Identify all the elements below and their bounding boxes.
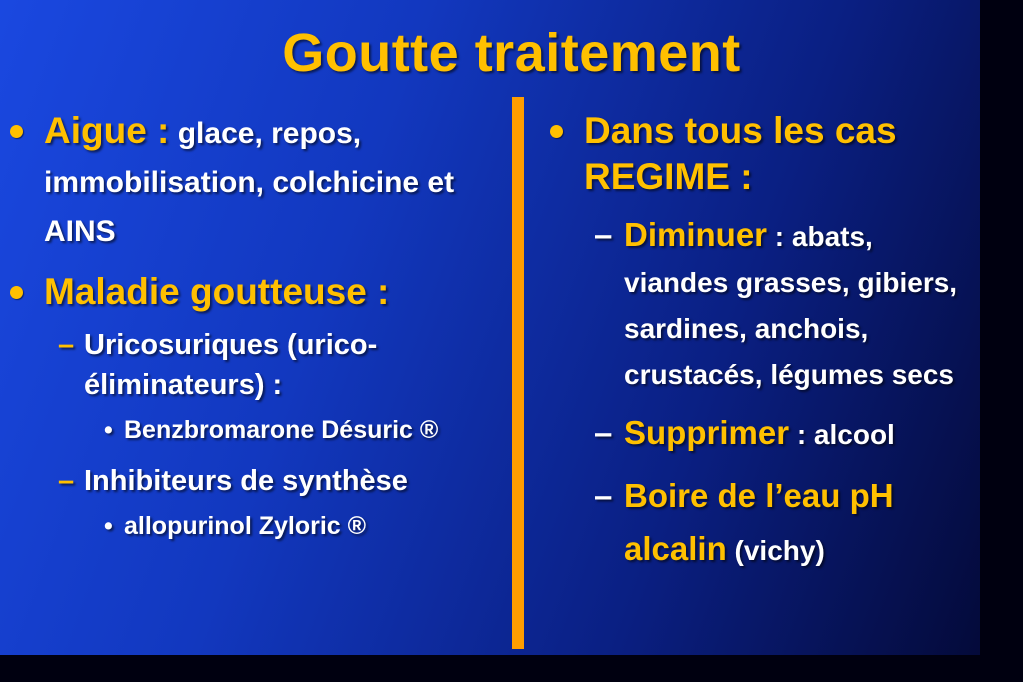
aigue-text: glace, repos, immobilisation, colchicine et AINS (44, 117, 455, 248)
supprimer-text: : alcool (789, 419, 895, 450)
bullet-dot-icon (10, 286, 23, 299)
sub-uricosuriques (8, 325, 508, 405)
sub-boire (548, 473, 978, 579)
dash-icon: – (58, 465, 75, 497)
maladie-label: Maladie goutteuse : (44, 271, 390, 312)
bullet-maladie (8, 269, 508, 315)
sub-diminuer (548, 214, 978, 400)
bullet-aigue (8, 108, 508, 255)
column-divider (512, 97, 524, 649)
right-column (548, 108, 978, 591)
dash-icon: – (58, 329, 75, 361)
boire-label: Boire de l’eau pH alcalin (624, 477, 894, 567)
bullet-dot-icon (10, 125, 23, 138)
inhibiteurs-text: Inhibiteurs de synthèse (84, 465, 408, 497)
supprimer-label: Supprimer (624, 414, 790, 451)
subsub-benzbromarone (8, 413, 508, 447)
uricosuriques-text: Uricosuriques (urico-éliminateurs) : (84, 329, 378, 401)
aigue-label: Aigue : (44, 110, 170, 151)
regime-heading: Dans tous les cas REGIME : (584, 110, 897, 197)
dash-icon: – (594, 477, 613, 514)
dash-icon: – (594, 216, 613, 253)
bullet-regime (548, 108, 978, 200)
subsub-allopurinol (8, 509, 508, 543)
diminuer-text: : abats, viandes grasses, gibiers, sardines, anchois, crustacés, légumes secs (624, 221, 958, 390)
left-column (8, 108, 508, 557)
slide-title: Goutte traitement (282, 23, 741, 83)
boire-text: (vichy) (726, 535, 825, 566)
allopurinol-text: allopurinol Zyloric ® (124, 512, 367, 540)
benzbromarone-text: Benzbromarone Désuric ® (124, 416, 439, 444)
sub-supprimer (548, 412, 978, 461)
sub-inhibiteurs (8, 461, 508, 501)
diminuer-label: Diminuer (624, 216, 768, 253)
dash-icon: – (594, 414, 613, 451)
bullet-small-icon: • (104, 416, 113, 444)
bullet-dot-icon (550, 125, 563, 138)
bullet-small-icon: • (104, 512, 113, 540)
